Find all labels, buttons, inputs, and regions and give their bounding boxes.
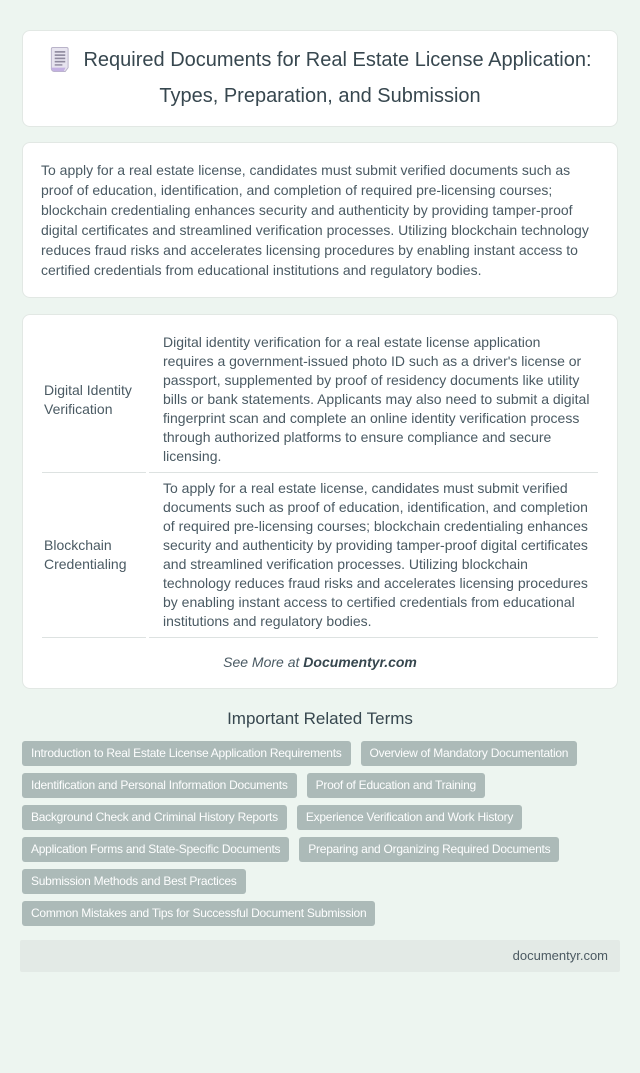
chip-row [22, 805, 618, 830]
term-chip[interactable]: Identification and Personal Information Documents [22, 773, 297, 798]
term-chip[interactable]: Background Check and Criminal History Reports [22, 805, 287, 830]
term-chip[interactable]: Preparing and Organizing Required Documents [299, 837, 559, 862]
intro-text: To apply for a real estate license, candidates must submit verified documents such as proof of education, identification, and completion of required pre-licensing courses; blockchain credentialing enhances security and authenticity by providing tamper-proof digital certificates and streamlined verification processes. Utilizing blockchain technology reduces fraud risks and accelerates licensing procedures by enabling instant access to certified credentials from educational institutions and regulatory bodies. [41, 162, 589, 278]
receipt-icon [48, 46, 71, 82]
term-chip[interactable]: Experience Verification and Work History [297, 805, 522, 830]
term-chip[interactable]: Introduction to Real Estate License Application Requirements [22, 741, 351, 766]
footer-bar [20, 940, 620, 972]
see-more-prefix: See More at [223, 654, 304, 670]
term-chip[interactable]: Application Forms and State-Specific Documents [22, 837, 289, 862]
description-cell: To apply for a real estate license, candidates must submit verified documents such as proof of education, identification, and completion of required pre-licensing courses; blockchain credentialing enhances security and authenticity by providing tamper-proof digital certificates and streamlined verification processes. Utilizing blockchain technology reduces fraud risks and accelerates licensing procedures by enabling instant access to certified credentials from educational institutions and regulatory bodies. [149, 473, 598, 638]
intro-card [22, 142, 618, 298]
page-background [0, 30, 640, 1073]
header-card [22, 30, 618, 127]
related-terms-chips [22, 741, 618, 926]
term-cell: Digital Identity Verification [42, 327, 146, 473]
term-chip[interactable]: Submission Methods and Best Practices [22, 869, 246, 894]
term-chip[interactable]: Overview of Mandatory Documentation [361, 741, 578, 766]
page-title [41, 46, 599, 111]
term-chip[interactable]: Common Mistakes and Tips for Successful Document Submission [22, 901, 375, 926]
chip-row [22, 869, 618, 894]
chip-row [22, 837, 618, 862]
page-title-text: Required Documents for Real Estate License Application: Types, Preparation, and Submission [83, 49, 592, 107]
chip-row [22, 773, 618, 798]
term-cell: Blockchain Credentialing [42, 473, 146, 638]
table-row [42, 473, 598, 638]
chip-row [22, 901, 618, 926]
related-terms-heading: Important Related Terms [227, 709, 413, 728]
see-more [39, 654, 601, 670]
table-row [42, 327, 598, 473]
details-table [39, 327, 601, 638]
footer-site: documentyr.com [512, 948, 608, 963]
description-cell: Digital identity verification for a real estate license application requires a government-issued photo ID such as a driver's license or passport, supplemented by proof of residency documents like utility bills or bank statements. Applicants may also need to submit a digital fingerprint scan and complete an online identity verification process through authorized platforms to ensure compliance and secure licensing. [149, 327, 598, 473]
details-card [22, 314, 618, 689]
term-chip[interactable]: Proof of Education and Training [307, 773, 485, 798]
see-more-site-link[interactable]: Documentyr.com [303, 654, 417, 670]
chip-row [22, 741, 618, 766]
